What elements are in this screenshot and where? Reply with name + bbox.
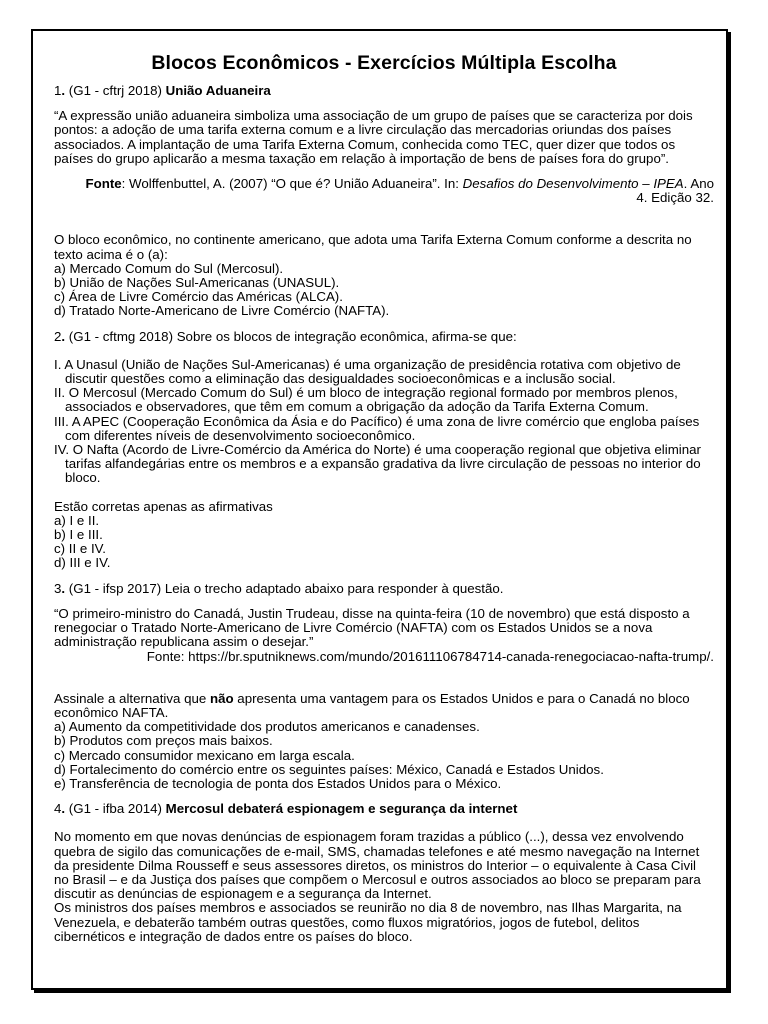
option-c: c) Mercado consumidor mexicano em larga escala. (54, 747, 355, 763)
question-2 (54, 330, 714, 571)
question-3-quote: “O primeiro-ministro do Canadá, Justin Trudeau, disse na quinta-feira (10 de novembro) que está disposto a renegociar o Tratado Norte-Americano de Livre Comércio (NAFTA) com os Estados Unidos se a nova administração republicana assim o desejar.” (54, 605, 690, 650)
question-3-stem: Assinale a alternativa que não apresenta uma vantagem para os Estados Unidos e para o Canadá no bloco econômico NAFTA. (54, 690, 690, 720)
option-c: c) Área de Livre Comércio das Américas (ALCA). (54, 289, 343, 305)
question-reference: (G1 - cftmg 2018) Sobre os blocos de integração econômica, afirma-se que: (65, 328, 517, 344)
option-b: b) União de Nações Sul-Americanas (UNASUL). (54, 275, 340, 291)
statement-ii: II. O Mercosul (Mercado Comum do Sul) é um bloco de integração regional formado por membros plenos, associados e observadores, que têm em comum a obrigação da adoção da Tarifa Externa Comum. (54, 385, 678, 415)
question-1-source: Fonte: Wolffenbuttel, A. (2007) “O que é? União Aduaneira”. In: Desafios do Desenvolvimento – IPEA. Ano 4. Edição 32. (85, 176, 714, 206)
question-1-quote: “A expressão união aduaneira simboliza uma associação de um grupo de países que se caracteriza por dois pontos: a adoção de uma tarifa externa comum e a livre circulação das mercadorias oriundas dos países associados. A implantação de uma Tarifa Externa Comum, conhecida como TEC, quer dizer que todos os países do grupo aplicarão a mesma taxação em relação à importação de bens de países fora do grupo”. (54, 108, 693, 166)
option-d: d) Tratado Norte-Americano de Livre Comércio (NAFTA). (54, 303, 390, 319)
option-b: b) I e III. (54, 527, 103, 543)
question-number: 3 (54, 580, 62, 596)
option-a: a) Mercado Comum do Sul (Mercosul). (54, 260, 284, 276)
option-b: b) Produtos com preços mais baixos. (54, 733, 273, 749)
question-4 (54, 802, 714, 944)
statement-iv: IV. O Nafta (Acordo de Livre-Comércio da América do Norte) é uma cooperação regional que objetiva eliminar tarifas alfandegárias entre os membros e a expansão gradativa da livre circulação de pessoas no interior do bloco. (54, 442, 701, 486)
question-2-header: 2. (G1 - cftmg 2018) Sobre os blocos de integração econômica, afirma-se que: (54, 328, 517, 344)
question-2-stem: Estão corretas apenas as afirmativas (54, 498, 273, 514)
statement-i: I. A Unasul (União de Nações Sul-Americanas) é uma organização de presidência rotativa com objetivo de discutir questões como a eliminação das desigualdades socioeconômicas e a inclusão social. (54, 356, 681, 387)
question-1 (54, 84, 714, 319)
question-topic: União Aduaneira (165, 83, 271, 98)
question-reference: (G1 - ifsp 2017) Leia o trecho adaptado abaixo para responder à questão. (65, 580, 504, 596)
question-topic: Mercosul debaterá espionagem e segurança da internet (165, 801, 518, 817)
question-reference: (G1 - ifba 2014) (65, 801, 166, 817)
question-4-paragraph-1: No momento em que novas denúncias de espionagem foram trazidas a público (...), dessa vez envolvendo quebra de sigilo das comunicações de e-mail, SMS, chamadas telefones e até mesmo navegação na Internet da presidente Dilma Rousseff e seus assessores diretos, os ministros do Interior – o equivalente à Casa Civil no Brasil – e da Justiça dos países que compõem o Mercosul e outros associados ao bloco se preparam para discutir as denúncias de espionagem e a segurança da Internet. (54, 829, 701, 902)
question-3-header: 3. (G1 - ifsp 2017) Leia o trecho adaptado abaixo para responder à questão. (54, 580, 504, 596)
option-a: a) I e II. (54, 512, 100, 528)
question-number: 1 (54, 83, 62, 98)
document-body (54, 52, 714, 944)
question-4-paragraph-2: Os ministros dos países membros e associados se reunirão no dia 8 de novembro, nas Ilhas Margarita, na Venezuela, e debaterão também outras questões, como fluxos migratórios, jogos de futebol, delitos cibernéticos e integração de dados entre os países do bloco. (54, 900, 682, 944)
question-1-header: 1. (G1 - cftrj 2018) União Aduaneira (54, 83, 271, 98)
question-4-header: 4. (G1 - ifba 2014) Mercosul debaterá espionagem e segurança da internet (54, 801, 518, 817)
option-e: e) Transferência de tecnologia de ponta dos Estados Unidos para o México. (54, 775, 502, 791)
option-c: c) II e IV. (54, 541, 106, 557)
page-title: Blocos Econômicos - Exercícios Múltipla Escolha (151, 52, 617, 74)
statement-iii: III. A APEC (Cooperação Econômica da Ásia e do Pacífico) é uma zona de livre comércio que engloba países com diferentes níveis de desenvolvimento socioeconômico. (54, 413, 700, 443)
question-number: 4 (54, 801, 62, 817)
option-d: d) Fortalecimento do comércio entre os seguintes países: México, Canadá e Estados Unidos. (54, 761, 604, 777)
question-1-stem: O bloco econômico, no continente americano, que adota uma Tarifa Externa Comum conforme a descrita no texto acima é o (a): (54, 232, 692, 262)
option-d: d) III e IV. (54, 555, 111, 571)
question-3-source: Fonte: https://br.sputniknews.com/mundo/201611106784714-canada-renegociacao-nafta-trump/. (146, 648, 714, 664)
question-number: 2 (54, 328, 62, 344)
option-a: a) Aumento da competitividade dos produtos americanos e canadenses. (54, 719, 480, 735)
question-reference: (G1 - cftrj 2018) (65, 83, 166, 98)
question-3 (54, 582, 714, 791)
